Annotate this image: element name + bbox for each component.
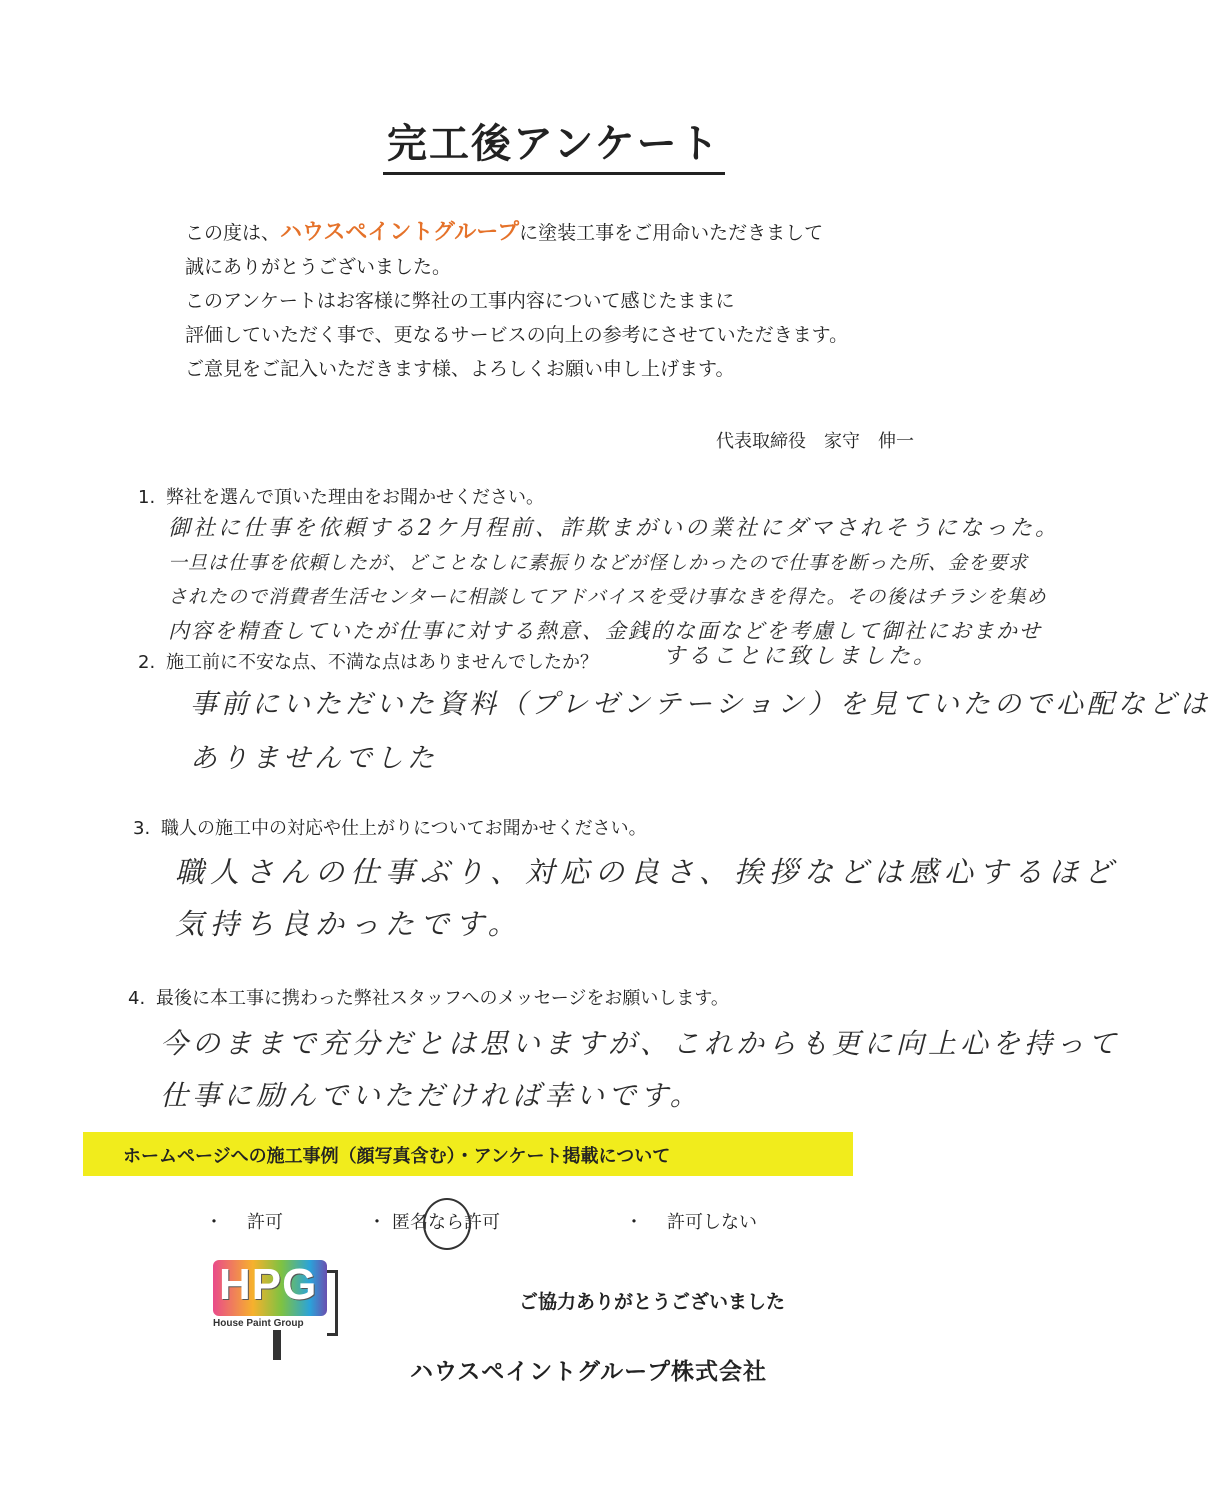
intro-line-1-post: に塗装工事をご用命いただきまして	[519, 222, 824, 244]
question-number: 2.	[138, 652, 156, 673]
answer-2	[190, 678, 1211, 786]
logo-subtitle: House Paint Group	[213, 1318, 304, 1329]
intro-line-2: 誠にありがとうございました。	[185, 256, 452, 278]
logo-text: HPG	[219, 1260, 318, 1309]
answer-line: 事前にいただいた資料（プレゼンテーション）を見ていたので心配などは	[190, 689, 1211, 720]
signer-name: 家守 伸一	[824, 431, 914, 452]
answer-line: 仕事に励んでいただければ幸いです。	[160, 1079, 702, 1112]
question-number: 4.	[128, 988, 146, 1009]
answer-line: 気持ち良かったです。	[175, 907, 523, 941]
answer-line: 御社に仕事を依頼する2ケ月程前、詐欺まがいの業社にダマされそうになった。	[168, 516, 1060, 541]
signer-role: 代表取締役	[716, 431, 806, 452]
signer	[716, 427, 914, 453]
question-number: 3.	[133, 818, 151, 839]
intro-line-3: このアンケートはお客様に弊社の工事内容について感じたままに	[185, 290, 735, 312]
bullet: ・	[368, 1212, 386, 1233]
answer-line: されたので消費者生活センターに相談してアドバイスを受け事なきを得た。その後はチラシを集め	[168, 586, 1047, 608]
answer-3	[175, 846, 1119, 950]
intro-text	[185, 216, 848, 386]
bullet: ・	[205, 1212, 223, 1233]
option-deny[interactable]	[625, 1208, 757, 1234]
banner-text: ホームページへの施工事例（顔写真含む）・アンケート掲載について	[123, 1146, 671, 1167]
question-1	[138, 483, 544, 509]
intro-line-1-pre: この度は、	[185, 222, 281, 244]
company-name: ハウスペイントグループ株式会社	[410, 1359, 768, 1385]
paint-roller-icon	[327, 1270, 338, 1336]
brand-name: ハウスペイントグループ	[280, 220, 520, 245]
option-label: 許可	[247, 1212, 283, 1233]
answer-line: 今のままで充分だとは思いますが、これからも更に向上心を持って	[160, 1027, 1121, 1060]
question-4	[128, 984, 729, 1010]
option-label: 許可しない	[667, 1212, 757, 1233]
answer-line: することに致しました。	[663, 644, 939, 669]
intro-line-1	[185, 216, 848, 250]
selected-circle-mark	[423, 1198, 471, 1250]
question-text: 施工前に不安な点、不満な点はありませんでしたか？	[166, 652, 598, 673]
answer-line: 一旦は仕事を依頼したが、どことなしに素振りなどが怪しかったので仕事を断った所、金を要求	[168, 552, 1029, 574]
hpg-logo	[213, 1260, 343, 1360]
page-title: 完工後アンケート	[383, 118, 725, 175]
answer-line: 内容を精査していたが仕事に対する熱意、金銭的な面などを考慮して御社におまかせ	[168, 619, 1042, 643]
answer-line: 職人さんの仕事ぶり、対応の良さ、挨拶などは感心するほど	[175, 855, 1119, 889]
publication-consent-banner	[83, 1132, 853, 1176]
roller-handle	[273, 1330, 281, 1360]
bullet: ・	[625, 1212, 643, 1233]
question-number: 1.	[138, 487, 156, 508]
question-2	[138, 648, 598, 674]
intro-line-5: ご意見をご記入いただきます様、よろしくお願い申し上げます。	[185, 358, 735, 380]
question-3	[133, 814, 647, 840]
question-text: 最後に本工事に携わった弊社スタッフへのメッセージをお願いします。	[156, 988, 729, 1009]
option-label: 匿名なら許可	[392, 1212, 500, 1233]
answer-line: ありませんでした	[190, 743, 438, 774]
option-allow[interactable]	[205, 1208, 283, 1234]
intro-line-4: 評価していただく事で、更なるサービスの向上の参考にさせていただきます。	[185, 324, 849, 346]
answer-4	[160, 1018, 1120, 1122]
thanks-message: ご協力ありがとうございました	[519, 1291, 786, 1313]
question-text: 職人の施工中の対応や仕上がりについてお聞かせください。	[161, 818, 647, 839]
question-text: 弊社を選んで頂いた理由をお聞かせください。	[166, 487, 544, 508]
